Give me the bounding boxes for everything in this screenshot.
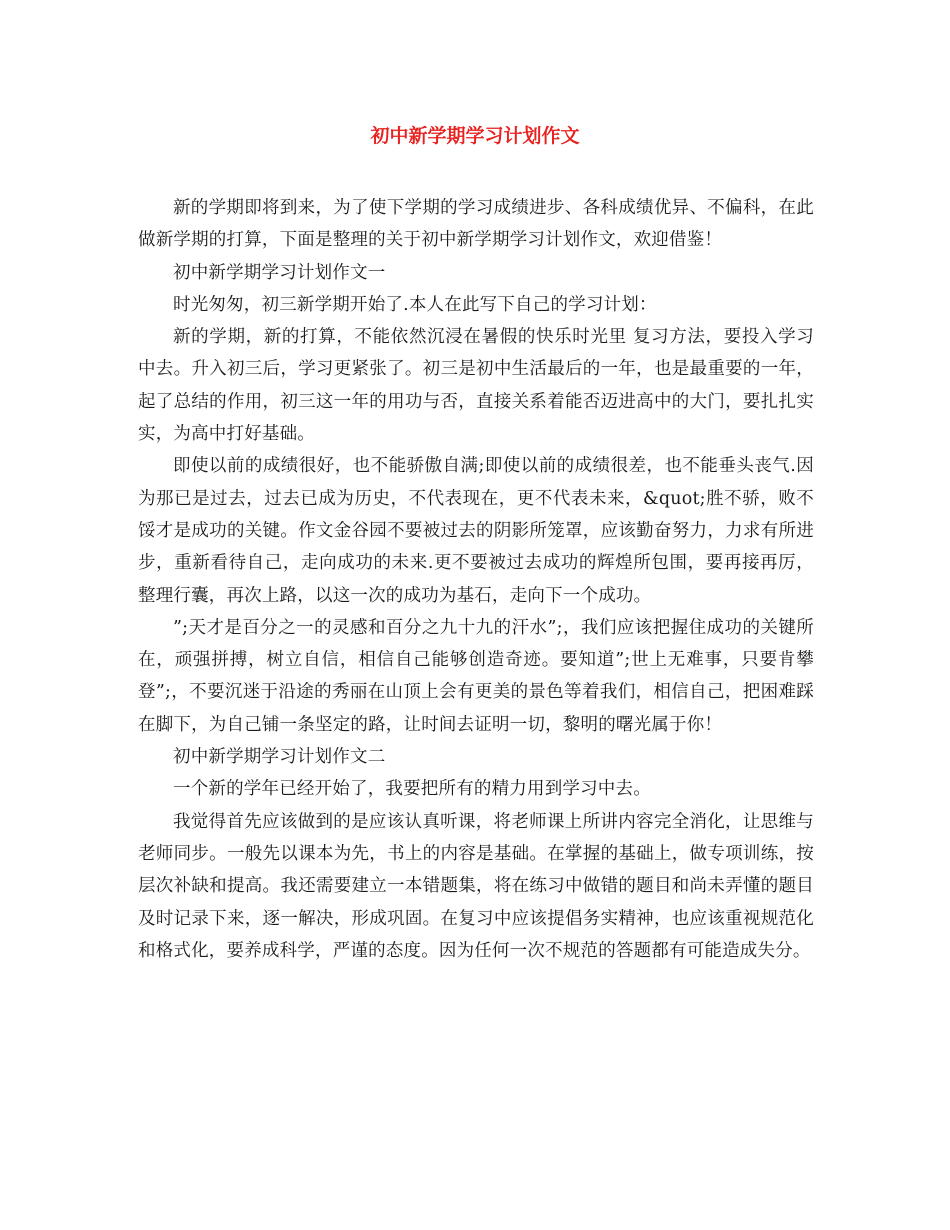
document-title: 初中新学期学习计划作文 (370, 125, 580, 147)
document-body (138, 192, 814, 967)
section-heading-two: 初中新学期学习计划作文二 (173, 747, 386, 768)
paragraph: 时光匆匆，初三新学期开始了.本人在此写下自己的学习计划： (173, 294, 657, 315)
paragraph: 我觉得首先应该做到的是应该认真听课，将老师课上所讲内容完全消化，让思维与老师同步。一般先以课本为先，书上的内容是基础。在掌握的基础上，做专项训练，按层次补缺和提高。我还需要建立一本错题集，将在练习中做错的题目和尚未弄懂的题目及时记录下来，逐一解决，形成巩固。在复习中应该提倡务实精神，也应该重视规范化和格式化，要养成科学，严谨的态度。因为任何一次不规范的答题都有可能造成失分。 (138, 811, 814, 961)
paragraph-intro: 新的学期即将到来，为了使下学期的学习成绩进步、各科成绩优异、不偏科，在此做新学期的打算，下面是整理的关于初中新学期学习计划作文，欢迎借鉴！ (138, 198, 814, 251)
paragraph: 即使以前的成绩很好，也不能骄傲自满;即使以前的成绩很差，也不能垂头丧气.因为那已是过去，过去已成为历史，不代表现在，更不代表未来，&quot;胜不骄，败不馁才是成功的关键。作文金谷园不要被过去的阴影所笼罩，应该勤奋努力，力求有所进步，重新看待自己，走向成功的未来.更不要被过去成功的辉煌所包围，要再接再厉，整理行囊，再次上路，以这一次的成功为基石，走向下一个成功。 (138, 456, 814, 606)
paragraph: 新的学期，新的打算，不能依然沉浸在暑假的快乐时光里 复习方法，要投入学习中去。升入初三后，学习更紧张了。初三是初中生活最后的一年，也是最重要的一年，起了总结的作用，初三这一年的用功与否，直接关系着能否迈进高中的大门，要扎扎实实，为高中打好基础。 (138, 327, 814, 445)
paragraph: ”;天才是百分之一的灵感和百分之九十九的汗水”;，我们应该把握住成功的关键所在，顽强拼搏，树立自信，相信自己能够创造奇迹。要知道”;世上无难事，只要肯攀登”;，不要沉迷于沿途的秀丽在山顶上会有更美的景色等着我们，相信自己，把困难踩在脚下，为自己铺一条坚定的路，让时间去证明一切，黎明的曙光属于你！ (138, 617, 814, 735)
section-heading-one: 初中新学期学习计划作文一 (173, 262, 386, 283)
paragraph: 一个新的学年已经开始了，我要把所有的精力用到学习中去。 (173, 779, 651, 800)
